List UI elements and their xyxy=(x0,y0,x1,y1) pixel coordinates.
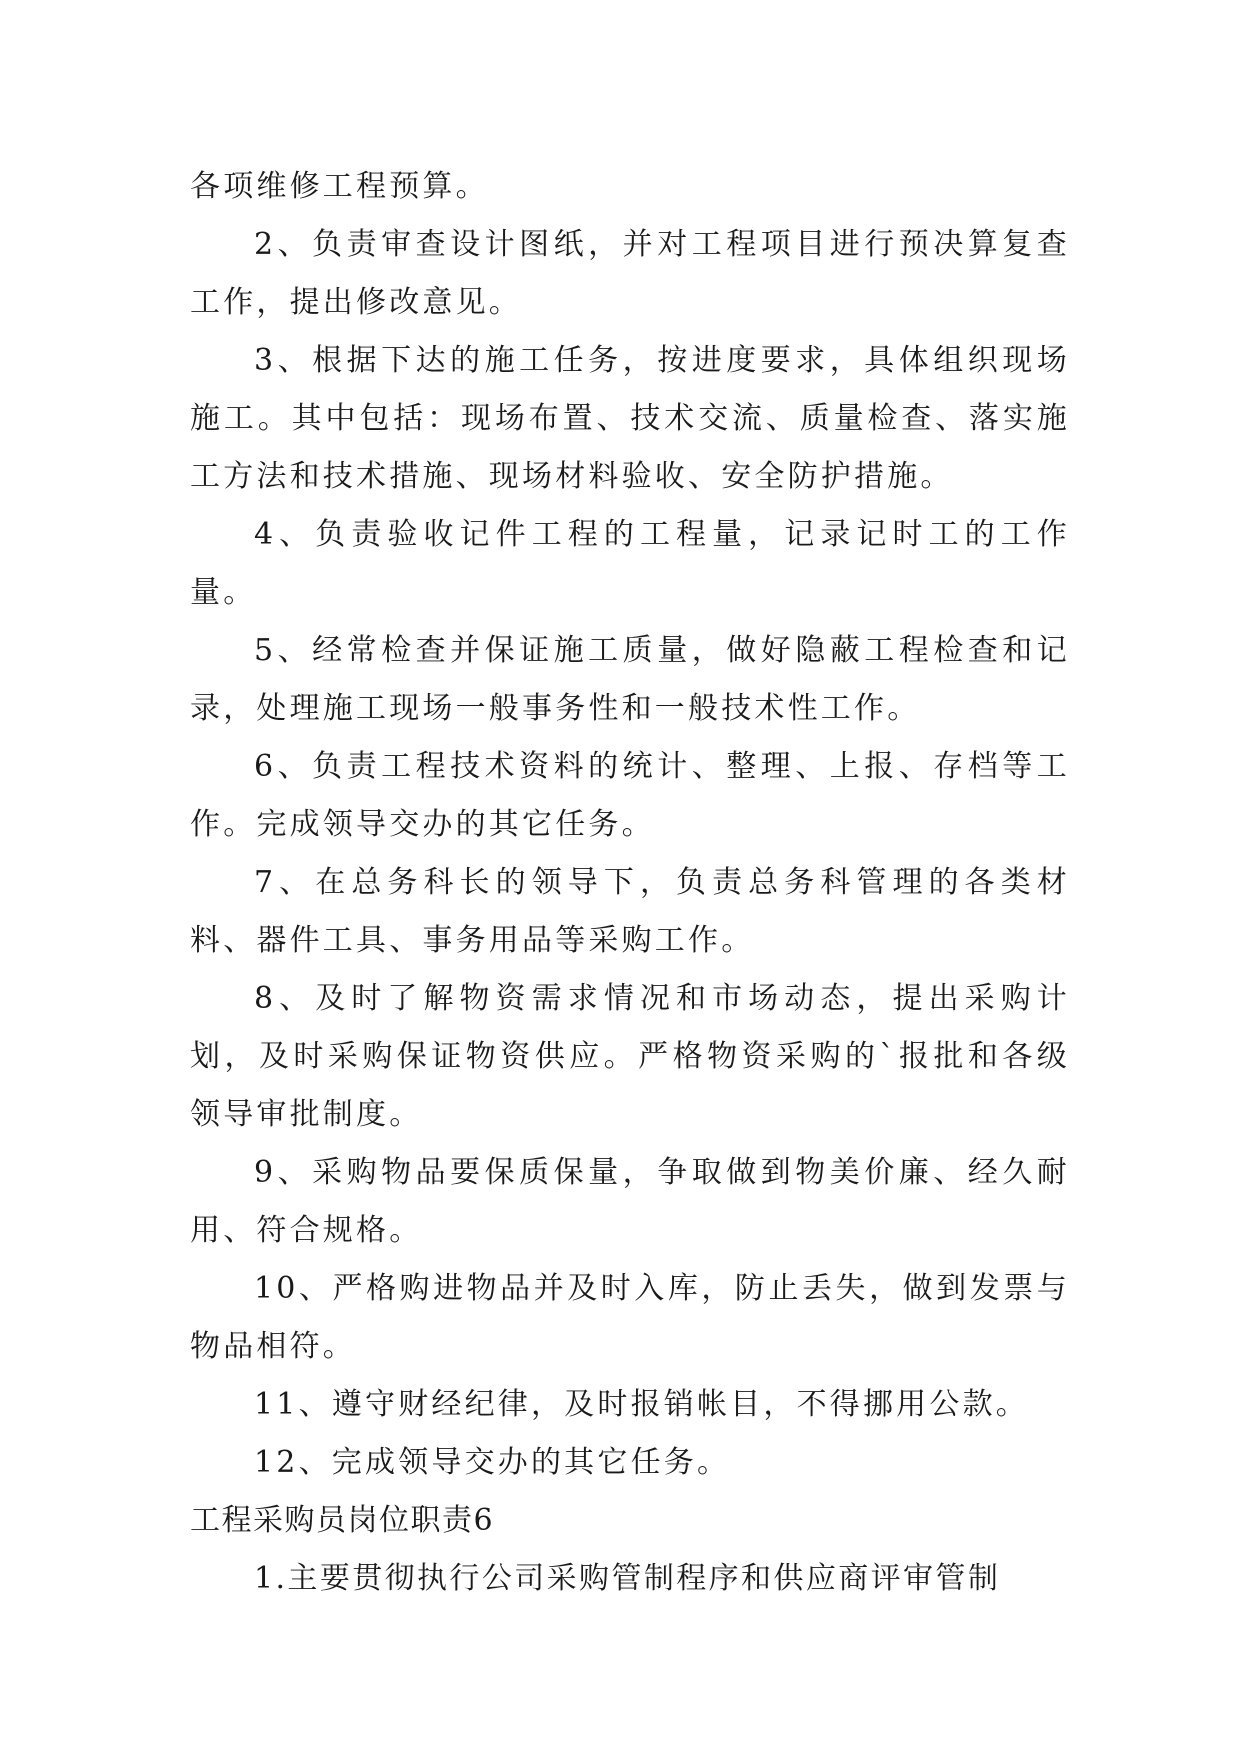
paragraph: 2、负责审查设计图纸，并对工程项目进行预决算复查工作，提出修改意见。 xyxy=(190,227,1070,320)
section-heading: 工程采购员岗位职责6 xyxy=(190,1503,495,1538)
paragraph: 12、完成领导交办的其它任务。 xyxy=(254,1445,731,1480)
paragraph: 5、经常检查并保证施工质量，做好隐蔽工程检查和记录，处理施工现场一般事务性和一般技术性工作。 xyxy=(190,633,1070,726)
paragraph: 9、采购物品要保质保量，争取做到物美价廉、经久耐用、符合规格。 xyxy=(190,1155,1070,1248)
paragraph: 10、严格购进物品并及时入库，防止丢失，做到发票与物品相符。 xyxy=(190,1271,1070,1364)
paragraph: 4、负责验收记件工程的工程量，记录记时工的工作量。 xyxy=(190,517,1070,610)
paragraph: 8、及时了解物资需求情况和市场动态，提出采购计划，及时采购保证物资供应。严格物资采购的`报批和各级领导审批制度。 xyxy=(190,981,1070,1132)
document-body xyxy=(190,158,1070,1608)
paragraph: 1.主要贯彻执行公司采购管制程序和供应商评审管制 xyxy=(254,1561,1001,1596)
paragraph: 11、遵守财经纪律，及时报销帐目，不得挪用公款。 xyxy=(254,1387,1029,1422)
paragraph: 7、在总务科长的领导下，负责总务科管理的各类材料、器件工具、事务用品等采购工作。 xyxy=(190,865,1070,958)
paragraph: 各项维修工程预算。 xyxy=(190,169,489,204)
paragraph: 6、负责工程技术资料的统计、整理、上报、存档等工作。完成领导交办的其它任务。 xyxy=(190,749,1070,842)
paragraph: 3、根据下达的施工任务，按进度要求，具体组织现场施工。其中包括：现场布置、技术交流、质量检查、落实施工方法和技术措施、现场材料验收、安全防护措施。 xyxy=(190,343,1070,494)
